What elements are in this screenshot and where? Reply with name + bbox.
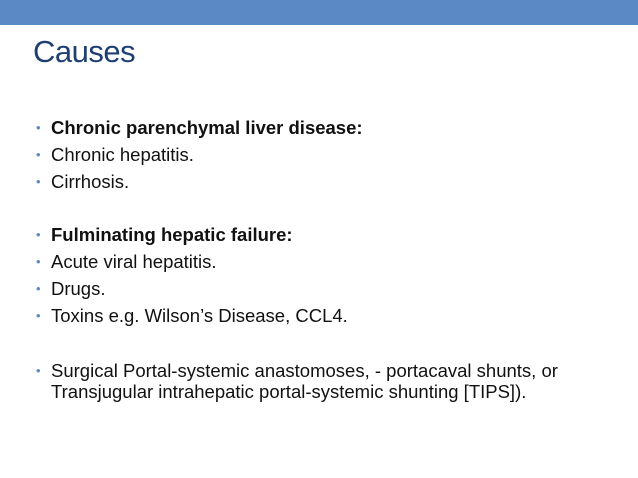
bullet-list (36, 114, 616, 402)
bullet-dot-icon: • (36, 308, 41, 323)
bullet-text: Fulminating hepatic failure: (51, 224, 293, 245)
bullet-dot-icon: • (36, 147, 41, 162)
bullet-dot-icon: • (36, 254, 41, 269)
bullet-dot-icon: • (36, 174, 41, 189)
bullet-dot-icon: • (36, 227, 41, 242)
bullet-text: Chronic parenchymal liver disease: (51, 117, 363, 138)
bullet-text: Chronic hepatitis. (51, 144, 194, 165)
bullet-dot-icon: • (36, 120, 41, 135)
bullet-text: Toxins e.g. Wilson’s Disease, CCL4. (51, 305, 348, 326)
bullet-cirrhosis (36, 168, 616, 195)
bullet-dot-icon: • (36, 281, 41, 296)
bullet-surgical-anastomoses (36, 360, 616, 402)
slide-title: Causes (33, 34, 136, 69)
bullet-fulminating-failure (36, 221, 616, 248)
bullet-chronic-parenchymal (36, 114, 616, 141)
bullet-text: Acute viral hepatitis. (51, 251, 217, 272)
bullet-text: Drugs. (51, 278, 106, 299)
bullet-text: Cirrhosis. (51, 171, 130, 192)
bullet-drugs (36, 275, 616, 302)
bullet-dot-icon: • (36, 363, 41, 378)
bullet-chronic-hepatitis (36, 141, 616, 168)
bullet-toxins (36, 302, 616, 329)
top-accent-bar (0, 0, 638, 25)
bullet-text: Surgical Portal-systemic anastomoses, - portacaval shunts, or Transjugular intrahepatic portal-systemic shunting [TIPS]). (51, 360, 558, 402)
bullet-acute-viral-hepatitis (36, 248, 616, 275)
